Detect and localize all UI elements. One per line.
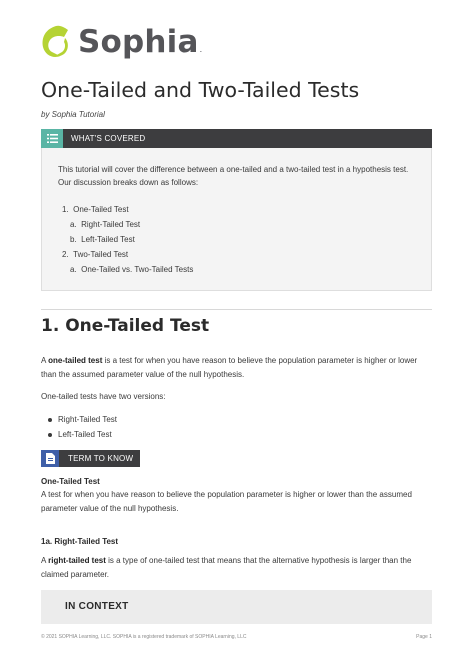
document-icon <box>41 450 59 467</box>
section-divider <box>41 309 432 310</box>
toc-item: 1. One-Tailed Test <box>62 205 129 214</box>
term-definition: A test for when you have reason to believe the population parameter is higher or lower than the assumed parameter value of the null hypothesis. <box>41 490 412 513</box>
one-tailed-definition-paragraph: A one-tailed test is a test for when you have reason to believe the population parameter is higher or lower than the assumed parameter value of the null hypothesis. <box>41 356 418 379</box>
page-title: One-Tailed and Two-Tailed Tests <box>41 78 360 102</box>
term-to-know-label: TERM TO KNOW <box>68 454 134 463</box>
footer-page-number: Page 1 <box>416 634 432 640</box>
list-item: Left-Tailed Test <box>48 430 112 439</box>
toc-item: 2. Two-Tailed Test <box>62 250 129 259</box>
bold-term: one-tailed test <box>48 356 103 365</box>
covered-intro: This tutorial will cover the difference between a one-tailed and a two-tailed test in a hypothesis test. Our discussion breaks down as follows: <box>58 165 409 187</box>
byline: by Sophia Tutorial <box>41 110 105 119</box>
toc-item: a. One-Tailed vs. Two-Tailed Tests <box>70 265 194 274</box>
sophia-logo <box>40 22 202 62</box>
bullet-icon <box>48 418 52 422</box>
versions-paragraph: One-tailed tests have two versions: <box>41 392 166 401</box>
whats-covered-label: WHAT'S COVERED <box>71 134 146 143</box>
footer-copyright: © 2021 SOPHIA Learning, LLC. SOPHIA is a registered trademark of SOPHIA Learning, LLC <box>41 634 247 640</box>
term-to-know-header <box>41 450 140 467</box>
list-item: Right-Tailed Test <box>48 415 117 424</box>
whats-covered-header <box>41 129 432 148</box>
bold-term: right-tailed test <box>48 556 106 565</box>
toc-item: b. Left-Tailed Test <box>70 235 135 244</box>
subsection-heading: 1a. Right-Tailed Test <box>41 537 119 546</box>
toc-item: a. Right-Tailed Test <box>70 220 141 229</box>
list-icon <box>41 129 63 148</box>
right-tailed-paragraph: A right-tailed test is a type of one-tailed test that means that the alternative hypothesis is larger than the claimed parameter. <box>41 556 412 579</box>
brand-trademark: . <box>199 44 203 54</box>
section-heading: 1. One-Tailed Test <box>41 316 210 336</box>
in-context-label: IN CONTEXT <box>65 601 129 612</box>
sophia-leaf-icon <box>40 25 72 59</box>
bullet-icon <box>48 433 52 437</box>
in-context-box <box>41 590 432 624</box>
whats-covered-box <box>41 148 432 291</box>
brand-name: Sophia <box>78 24 199 60</box>
term-heading: One-Tailed Test <box>41 477 100 486</box>
